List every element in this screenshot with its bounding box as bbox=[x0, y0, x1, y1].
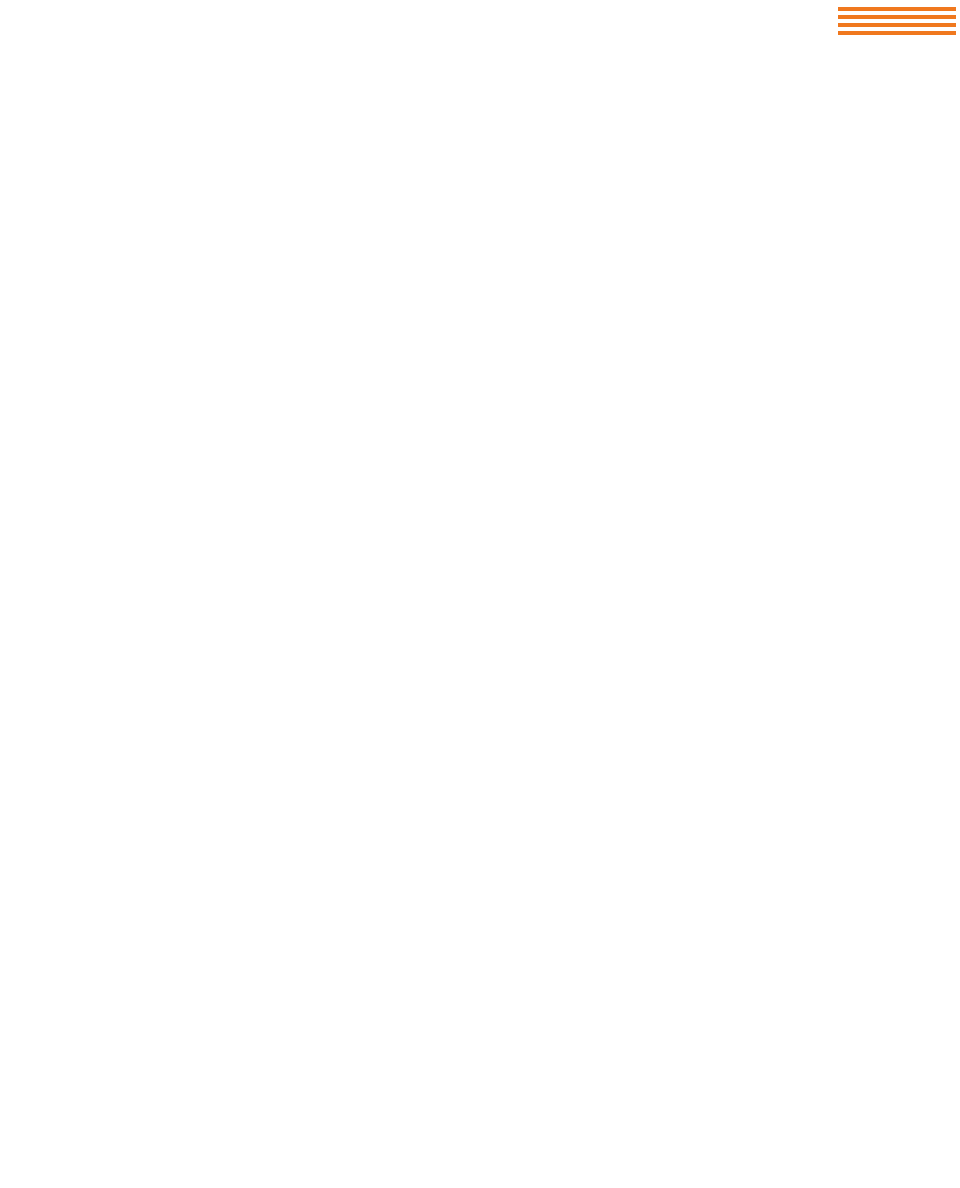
table-grid bbox=[6, 118, 824, 1186]
shipment-contents-table bbox=[6, 118, 824, 1186]
sami-logo bbox=[838, 3, 956, 44]
